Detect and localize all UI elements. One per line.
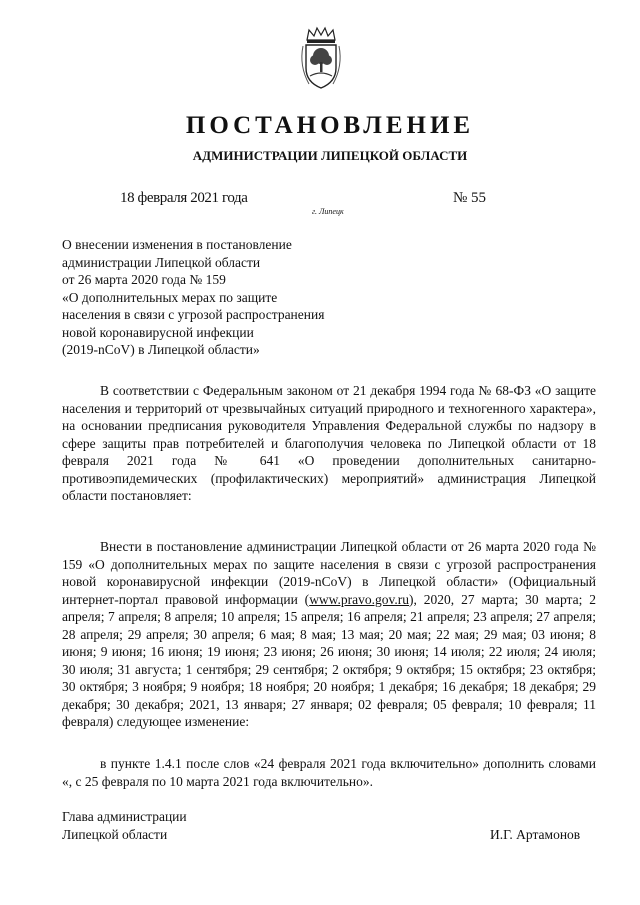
- issuing-authority: АДМИНИСТРАЦИИ ЛИПЕЦКОЙ ОБЛАСТИ: [192, 148, 468, 163]
- document-heading: [62, 236, 324, 359]
- amendment-paragraph: [62, 538, 596, 731]
- signatory-position-line: Глава администрации: [62, 809, 187, 824]
- heading-line: О внесении изменения в постановление: [62, 237, 292, 252]
- heading-line: от 26 марта 2020 года № 159: [62, 272, 226, 287]
- heading-line: администрации Липецкой области: [62, 254, 261, 270]
- heading-line: новой коронавирусной инфекции: [62, 324, 254, 340]
- amendment-text-start: Внести в постановление администрации Липецкой области от 26 марта 2020 года № 159 «О дополнительных мерах по защите населения в связи с угрозой распространения новой коронавирусной инфекции (2019-nCoV) в Липецкой области» (Официальный интернет-портал правовой информации (: [62, 539, 596, 607]
- heading-line: населения в связи с угрозой распространения: [62, 307, 325, 322]
- pravo-gov-link[interactable]: www.pravo.gov.ru: [309, 591, 410, 607]
- document-city: г. Липецк: [312, 207, 344, 216]
- change-paragraph: в пункте 1.4.1 после слов «24 февраля 2021 года включительно» дополнить словами «, с 25 февраля по 10 марта 2021 года включительно».: [62, 756, 596, 789]
- preamble-paragraph: В соответствии с Федеральным законом от 21 декабря 1994 года № 68-ФЗ «О защите населения и территорий от чрезвычайных ситуаций природного и техногенного характера», на основании предписания руководителя Управления Федеральной службы по надзору в сфере защиты прав потребителей и благополучия человека по Липецкой области от 18 февраля 2021 года № 641 «О проведении дополнительных санитарно-противоэпидемических (профилактических) мероприятий» администрация Липецкой области постановляет:: [62, 383, 596, 503]
- document-number: № 55: [453, 190, 487, 206]
- amendment-text-end: ), 2020, 27 марта; 30 марта; 2 апреля; 7 апреля; 8 апреля; 10 апреля; 15 апреля; 16 апреля; 21 апреля; 23 апреля; 27 апреля; 28 апреля; 29 апреля; 30 апреля; 6 мая; 8 мая; 13 мая; 20 мая; 22 мая; 29 мая; 03 июня; 8 июня; 9 июня; 16 июня; 19 июня; 23 июня; 26 июня; 30 июня; 14 июля; 22 июля; 24 июля; 30 июля; 31 августа; 1 сентября; 29 сентября; 2 октября; 9 октября; 15 октября; 23 октября; 30 октября; 3 ноября; 9 ноября; 18 ноября; 20 ноября; 1 декабря; 16 декабря; 18 декабря; 29 декабря; 30 декабря; 2021, 13 января; 27 января; 02 февраля; 05 февраля; 10 февраля; 11 февраля) следующее изменение:: [62, 591, 596, 729]
- lipetsk-coat-of-arms-icon: [297, 26, 345, 92]
- heading-line: (2019-nCoV) в Липецкой области»: [62, 342, 260, 357]
- heading-line: «О дополнительных мерах по защите: [62, 289, 278, 305]
- signatory-position: [62, 808, 187, 843]
- signatory-name: И.Г. Артамонов: [490, 827, 581, 842]
- document-title: ПОСТАНОВЛЕНИЕ: [185, 112, 475, 139]
- document-date: 18 февраля 2021 года: [120, 190, 248, 206]
- signatory-position-line: Липецкой области: [62, 826, 168, 842]
